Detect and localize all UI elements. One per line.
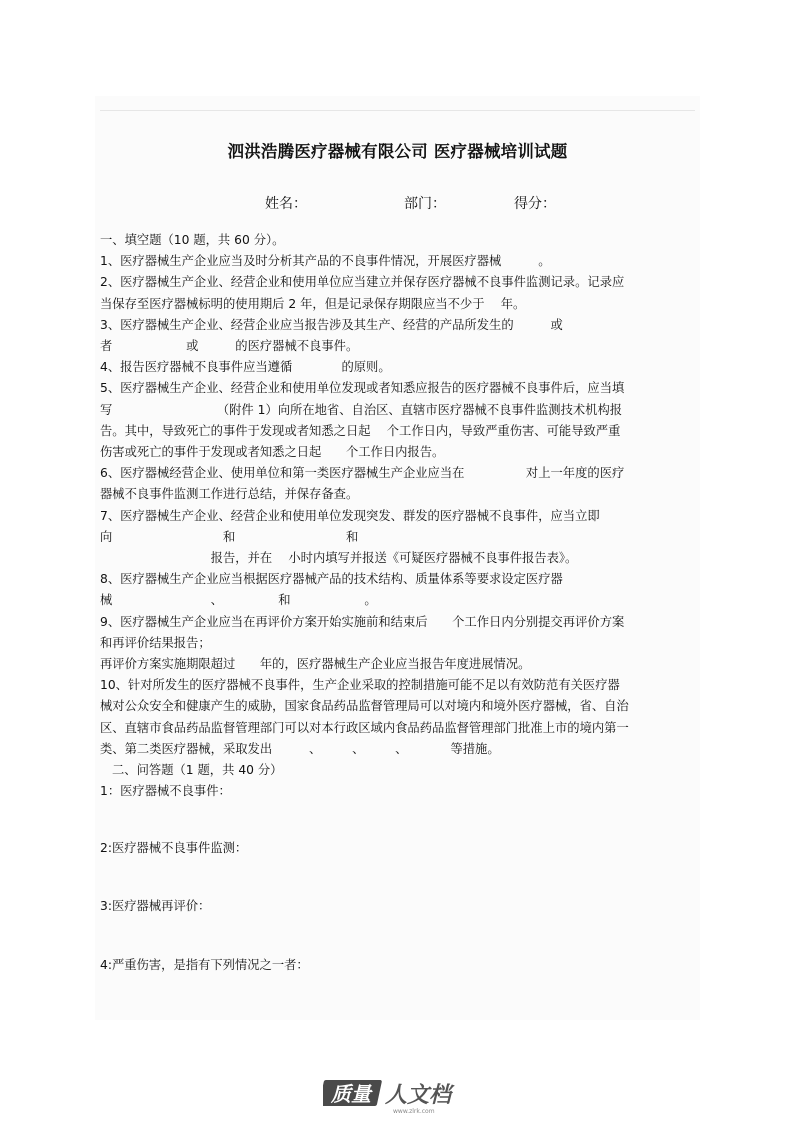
exam-content [100, 230, 696, 976]
question-7-line-1: 7、医疗器械生产企业、经营企业和使用单位发现突发、群发的医疗器械不良事件，应当立即 [100, 508, 600, 523]
question-6-line-1: 6、医疗器械经营企业、使用单位和第一类医疗器械生产企业应当在 对上一年度的医疗 [100, 466, 625, 481]
header-rule [100, 110, 695, 111]
question-10-line-3: 区、直辖市食品药品监督管理部门可以对本行政区域内食品药品监督管理部门批准上市的境内第一 [100, 720, 629, 735]
answer-3-space [100, 917, 696, 955]
site-logo [323, 1076, 473, 1116]
answer-4-prompt: 4:严重伤害，是指有下列情况之一者： [100, 957, 309, 972]
question-7-line-3: 报告，并在 小时内填写并报送《可疑医疗器械不良事件报告表》。 [100, 551, 578, 566]
question-1: 1、医疗器械生产企业应当及时分析其产品的不良事件情况，开展医疗器械 。 [100, 254, 551, 269]
logo-main-text: 质量 [331, 1082, 371, 1106]
question-3-line-1: 3、医疗器械生产企业、经营企业应当报告涉及其生产、经营的产品所发生的 或 [100, 317, 563, 332]
department-label: 部门： [404, 196, 446, 212]
question-9-line-3: 再评价方案实施期限超过 年的，医疗器械生产企业应当报告年度进展情况。 [100, 657, 531, 672]
document-title: 泗洪浩腾医疗器械有限公司 医疗器械培训试题 [227, 142, 568, 161]
question-4: 4、报告医疗器械不良事件应当遵循 的原则。 [100, 360, 391, 375]
question-10-line-2: 械对公众安全和健康产生的威胁，国家食品药品监督管理局可以对境内和境外医疗器械，省、自治 [100, 699, 629, 714]
answer-3-prompt: 3:医疗器械再评价： [100, 898, 211, 913]
question-5-line-1: 5、医疗器械生产企业、经营企业和使用单位发现或者知悉应报告的医疗器械不良事件后，应当填 [100, 381, 625, 396]
question-10-line-4: 类、第二类医疗器械，采取发出 、 、 、 等措施。 [100, 741, 500, 756]
answer-1-prompt: 1：医疗器械不良事件： [100, 784, 231, 799]
name-label: 姓名： [265, 196, 307, 212]
question-5-line-2: 写 （附件 1）向所在地省、自治区、直辖市医疗器械不良事件监测技术机构报 [100, 402, 623, 417]
question-3-line-2: 者 或 的医疗器械不良事件。 [100, 339, 359, 354]
question-2-line-2: 当保存至医疗器械标明的使用期后 2 年，但是记录保存期限应当不少于 年。 [100, 296, 526, 311]
answer-2-prompt: 2:医疗器械不良事件监测： [100, 841, 248, 856]
question-5-line-4: 伤害或死亡的事件于发现或者知悉之日起 个工作日内报告。 [100, 445, 445, 460]
logo-graphic [323, 1076, 473, 1116]
question-9-line-2: 和再评价结果报告； [100, 635, 211, 650]
logo-right-text: 人文档 [385, 1083, 452, 1108]
logo-url-text: www.zlrk.com [393, 1108, 435, 1115]
section-fill-in: 一、填空题（10 题，共 60 分）。 [100, 233, 285, 247]
question-8-line-1: 8、医疗器械生产企业应当根据医疗器械产品的技术结构、质量体系等要求设定医疗器 [100, 572, 563, 587]
question-7-line-2: 向 和 和 [100, 529, 359, 544]
question-5-line-3: 告。其中，导致死亡的事件于发现或者知悉之日起 个工作日内，导致严重伤害、可能导致严重 [100, 423, 621, 438]
question-8-line-2: 械 、 和 。 [100, 593, 377, 608]
question-10-line-1: 10、针对所发生的医疗器械不良事件，生产企业采取的控制措施可能不足以有效防范有关医疗器 [100, 678, 620, 693]
answer-2-space [100, 860, 696, 896]
section-short-answer: 二、问答题（1 题，共 40 分） [112, 763, 283, 778]
score-label: 得分： [514, 196, 556, 212]
answer-1-space [100, 802, 696, 838]
question-6-line-2: 器械不良事件监测工作进行总结，并保存备查。 [100, 487, 359, 502]
question-2-line-1: 2、医疗器械生产企业、经营企业和使用单位应当建立并保存医疗器械不良事件监测记录。记录应 [100, 275, 625, 290]
question-9-line-1: 9、医疗器械生产企业应当在再评价方案开始实施前和结束后 个工作日内分别提交再评价方案 [100, 614, 625, 629]
